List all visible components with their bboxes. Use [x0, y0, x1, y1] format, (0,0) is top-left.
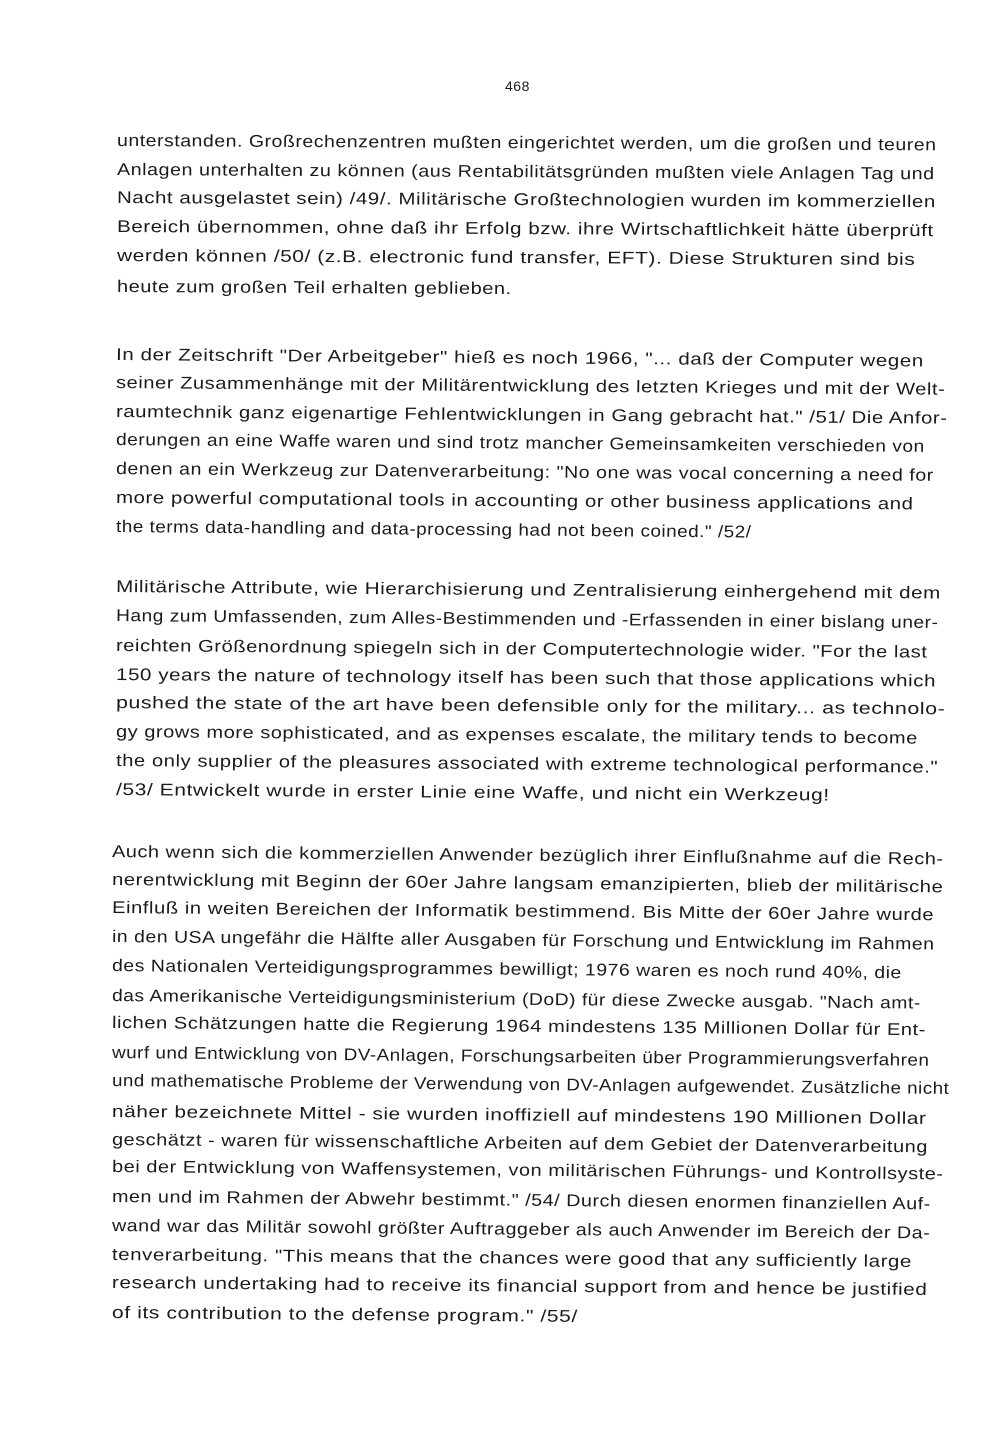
page-number: 468 [505, 78, 530, 94]
text-line: unterstanden. Großrechenzentren mußten eingerichtet werden, um die großen und teuren [116, 131, 937, 155]
text-line: seiner Zusammenhänge mit der Militärentwicklung des letzten Krieges und mit der Welt- [115, 373, 946, 399]
text-line: und mathematische Probleme der Verwendung von DV-Anlagen aufgewendet. Zusätzliche nicht [111, 1071, 950, 1098]
text-line: bei der Entwicklung von Waffensystemen, von militärischen Führungs- und Kontrollsyste- [111, 1157, 944, 1184]
text-line: more powerful computational tools in accounting or other business applications and [115, 488, 914, 514]
text-line: Auch wenn sich die kommerziellen Anwender bezüglich ihrer Einflußnahme auf die Rech- [111, 842, 944, 869]
text-line: wand war das Militär sowohl größter Auftraggeber als auch Anwender im Bereich der Da- [111, 1216, 931, 1243]
text-line: geschätzt - waren für wissenschaftliche Arbeiten auf dem Gebiet der Datenverarbeitung [111, 1130, 928, 1157]
text-line: heute zum großen Teil erhalten geblieben. [116, 277, 512, 299]
text-line: gy grows more sophisticated, and as expenses escalate, the military tends to become [115, 722, 918, 748]
text-line: Anlagen unterhalten zu können (aus Rentabilitätsgründen mußten viele Anlagen Tag und [116, 160, 935, 184]
text-line: Militärische Attribute, wie Hierarchisierung und Zentralisierung einhergehend mit dem [115, 577, 942, 603]
text-line: lichen Schätzungen hatte die Regierung 1964 mindestens 135 Millionen Dollar für Ent- [111, 1013, 927, 1040]
text-line: Hang zum Umfassenden, zum Alles-Bestimmenden und -Erfassenden in einer bislang uner- [115, 606, 939, 632]
text-line: the terms data-handling and data-processing had not been coined." /52/ [115, 517, 752, 542]
text-line: in den USA ungefähr die Hälfte aller Ausgaben für Forschung und Entwicklung im Rahmen [111, 927, 935, 954]
text-line: denen an ein Werkzeug zur Datenverarbeitung: "No one was vocal concerning a need for [115, 459, 934, 485]
text-line: nerentwicklung mit Beginn der 60er Jahre langsam emanzipierten, blieb der militärische [111, 870, 944, 897]
text-line: reichten Größenordnung spiegeln sich in der Computertechnologie wider. "For the last [115, 636, 928, 662]
text-line: des Nationalen Verteidigungsprogrammes bewilligt; 1976 waren es noch rund 40%, die [111, 956, 902, 983]
text-line: raumtechnik ganz eigenartige Fehlentwicklungen in Gang gebracht hat." /51/ Die Anfor- [115, 402, 948, 428]
text-line: wurf und Entwicklung von DV-Anlagen, Forschungsarbeiten über Programmierungsverfahren [111, 1043, 930, 1070]
text-line: Bereich übernommen, ohne daß ihr Erfolg bzw. ihre Wirtschaftlichkeit hätte überprüft [116, 217, 934, 241]
text-line: research undertaking had to receive its financial support from and hence be justified [111, 1273, 928, 1300]
text-line: das Amerikanische Verteidigungsministerium (DoD) für diese Zwecke ausgab. "Nach amt- [111, 986, 921, 1013]
text-line: tenverarbeitung. "This means that the chances were good that any sufficiently large [111, 1245, 912, 1271]
text-line: 150 years the nature of technology itself has been such that those applications which [115, 665, 937, 691]
text-line: werden können /50/ (z.B. electronic fund transfer, EFT). Diese Strukturen sind bis [116, 246, 916, 269]
text-line: /53/ Entwickelt wurde in erster Linie eine Waffe, und nicht ein Werkzeug! [115, 780, 830, 805]
text-line: of its contribution to the defense program." /55/ [111, 1303, 579, 1326]
text-line: derungen an eine Waffe waren und sind trotz mancher Gemeinsamkeiten verschieden von [115, 430, 925, 456]
text-line: Nacht ausgelastet sein) /49/. Militärische Großtechnologien wurden im kommerziellen [116, 188, 936, 212]
text-line: In der Zeitschrift "Der Arbeitgeber" hieß es noch 1966, "... daß der Computer wegen [115, 345, 924, 371]
text-line: Einfluß in weiten Bereichen der Informatik bestimmend. Bis Mitte der 60er Jahre wurde [111, 898, 935, 925]
text-line: pushed the state of the art have been defensible only for the military... as technolo- [115, 693, 946, 719]
text-line: men und im Rahmen der Abwehr bestimmt." /54/ Durch diesen enormen finanziellen Auf- [111, 1187, 931, 1214]
text-line: näher bezeichnete Mittel - sie wurden inoffiziell auf mindestens 190 Millionen Dollar [111, 1102, 927, 1128]
text-line: the only supplier of the pleasures associated with extreme technological performance." [115, 751, 939, 777]
